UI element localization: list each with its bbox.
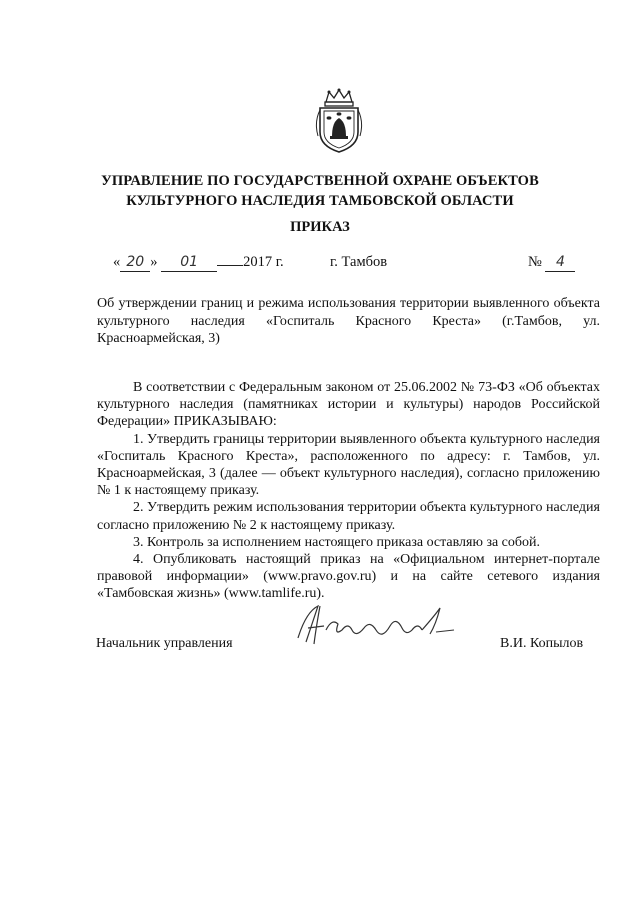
document-city: г. Тамбов (330, 254, 388, 270)
signature-block (0, 600, 640, 670)
tambov-coat-of-arms-icon (312, 88, 366, 154)
agency-name-line-1: УПРАВЛЕНИЕ ПО ГОСУДАРСТВЕННОЙ ОХРАНЕ ОБЪЕКТОВ (101, 173, 539, 189)
order-item-3: 3. Контроль за исполнением настоящего приказа оставляю за собой. (133, 534, 541, 550)
signatory-name: В.И. Копылов (500, 636, 584, 651)
preamble-paragraph: В соответствии с Федеральным законом от 25.06.2002 № 73-ФЗ «Об объектах культурного наследия (памятниках истории и культуры) народов Российской Федерации» ПРИКАЗЫВАЮ: (97, 380, 600, 430)
order-item-2: 2. Утвердить режим использования территории объекта культурного наследия согласно приложению № 2 к настоящему приказу. (97, 500, 600, 533)
order-item-4: 4. Опубликовать настоящий приказ на «Официальном интернет-портале правовой информации» (www.pravo.gov.ru) и на сайте сетевого издания «Тамбовская жизнь» (www.tamlife.ru). (97, 552, 600, 602)
order-item-1: 1. Утвердить границы территории выявленного объекта культурного наследия «Госпиталь Красного Креста», расположенного по адресу: г. Тамбов, ул. Красноармейская, 3 (далее — объект культурного наследия), согласно приложению № 1 к настоящему приказу. (97, 431, 600, 499)
order-subject: Об утверждении границ и режима использования территории выявленного объекта культурного наследия «Госпиталь Красного Креста» (г.Тамбов, ул. Красноармейская, 3) (97, 296, 600, 346)
signatory-position: Начальник управления (96, 636, 233, 651)
number-label: № (528, 254, 542, 270)
order-body (97, 379, 600, 603)
date-day: 20 (120, 254, 150, 272)
document-number (528, 254, 575, 272)
date-quote-close: » (150, 254, 158, 270)
document-meta-row (0, 254, 640, 278)
date-month: 01 (161, 254, 217, 272)
document-type-title: ПРИКАЗ (290, 219, 350, 235)
handwritten-signature-icon (290, 600, 460, 660)
date-year: 2017 г. (243, 254, 284, 270)
number-value: 4 (545, 254, 575, 272)
date-quote-open: « (113, 254, 121, 270)
document-date (113, 254, 284, 272)
agency-name-line-2: КУЛЬТУРНОГО НАСЛЕДИЯ ТАМБОВСКОЙ ОБЛАСТИ (126, 193, 514, 209)
